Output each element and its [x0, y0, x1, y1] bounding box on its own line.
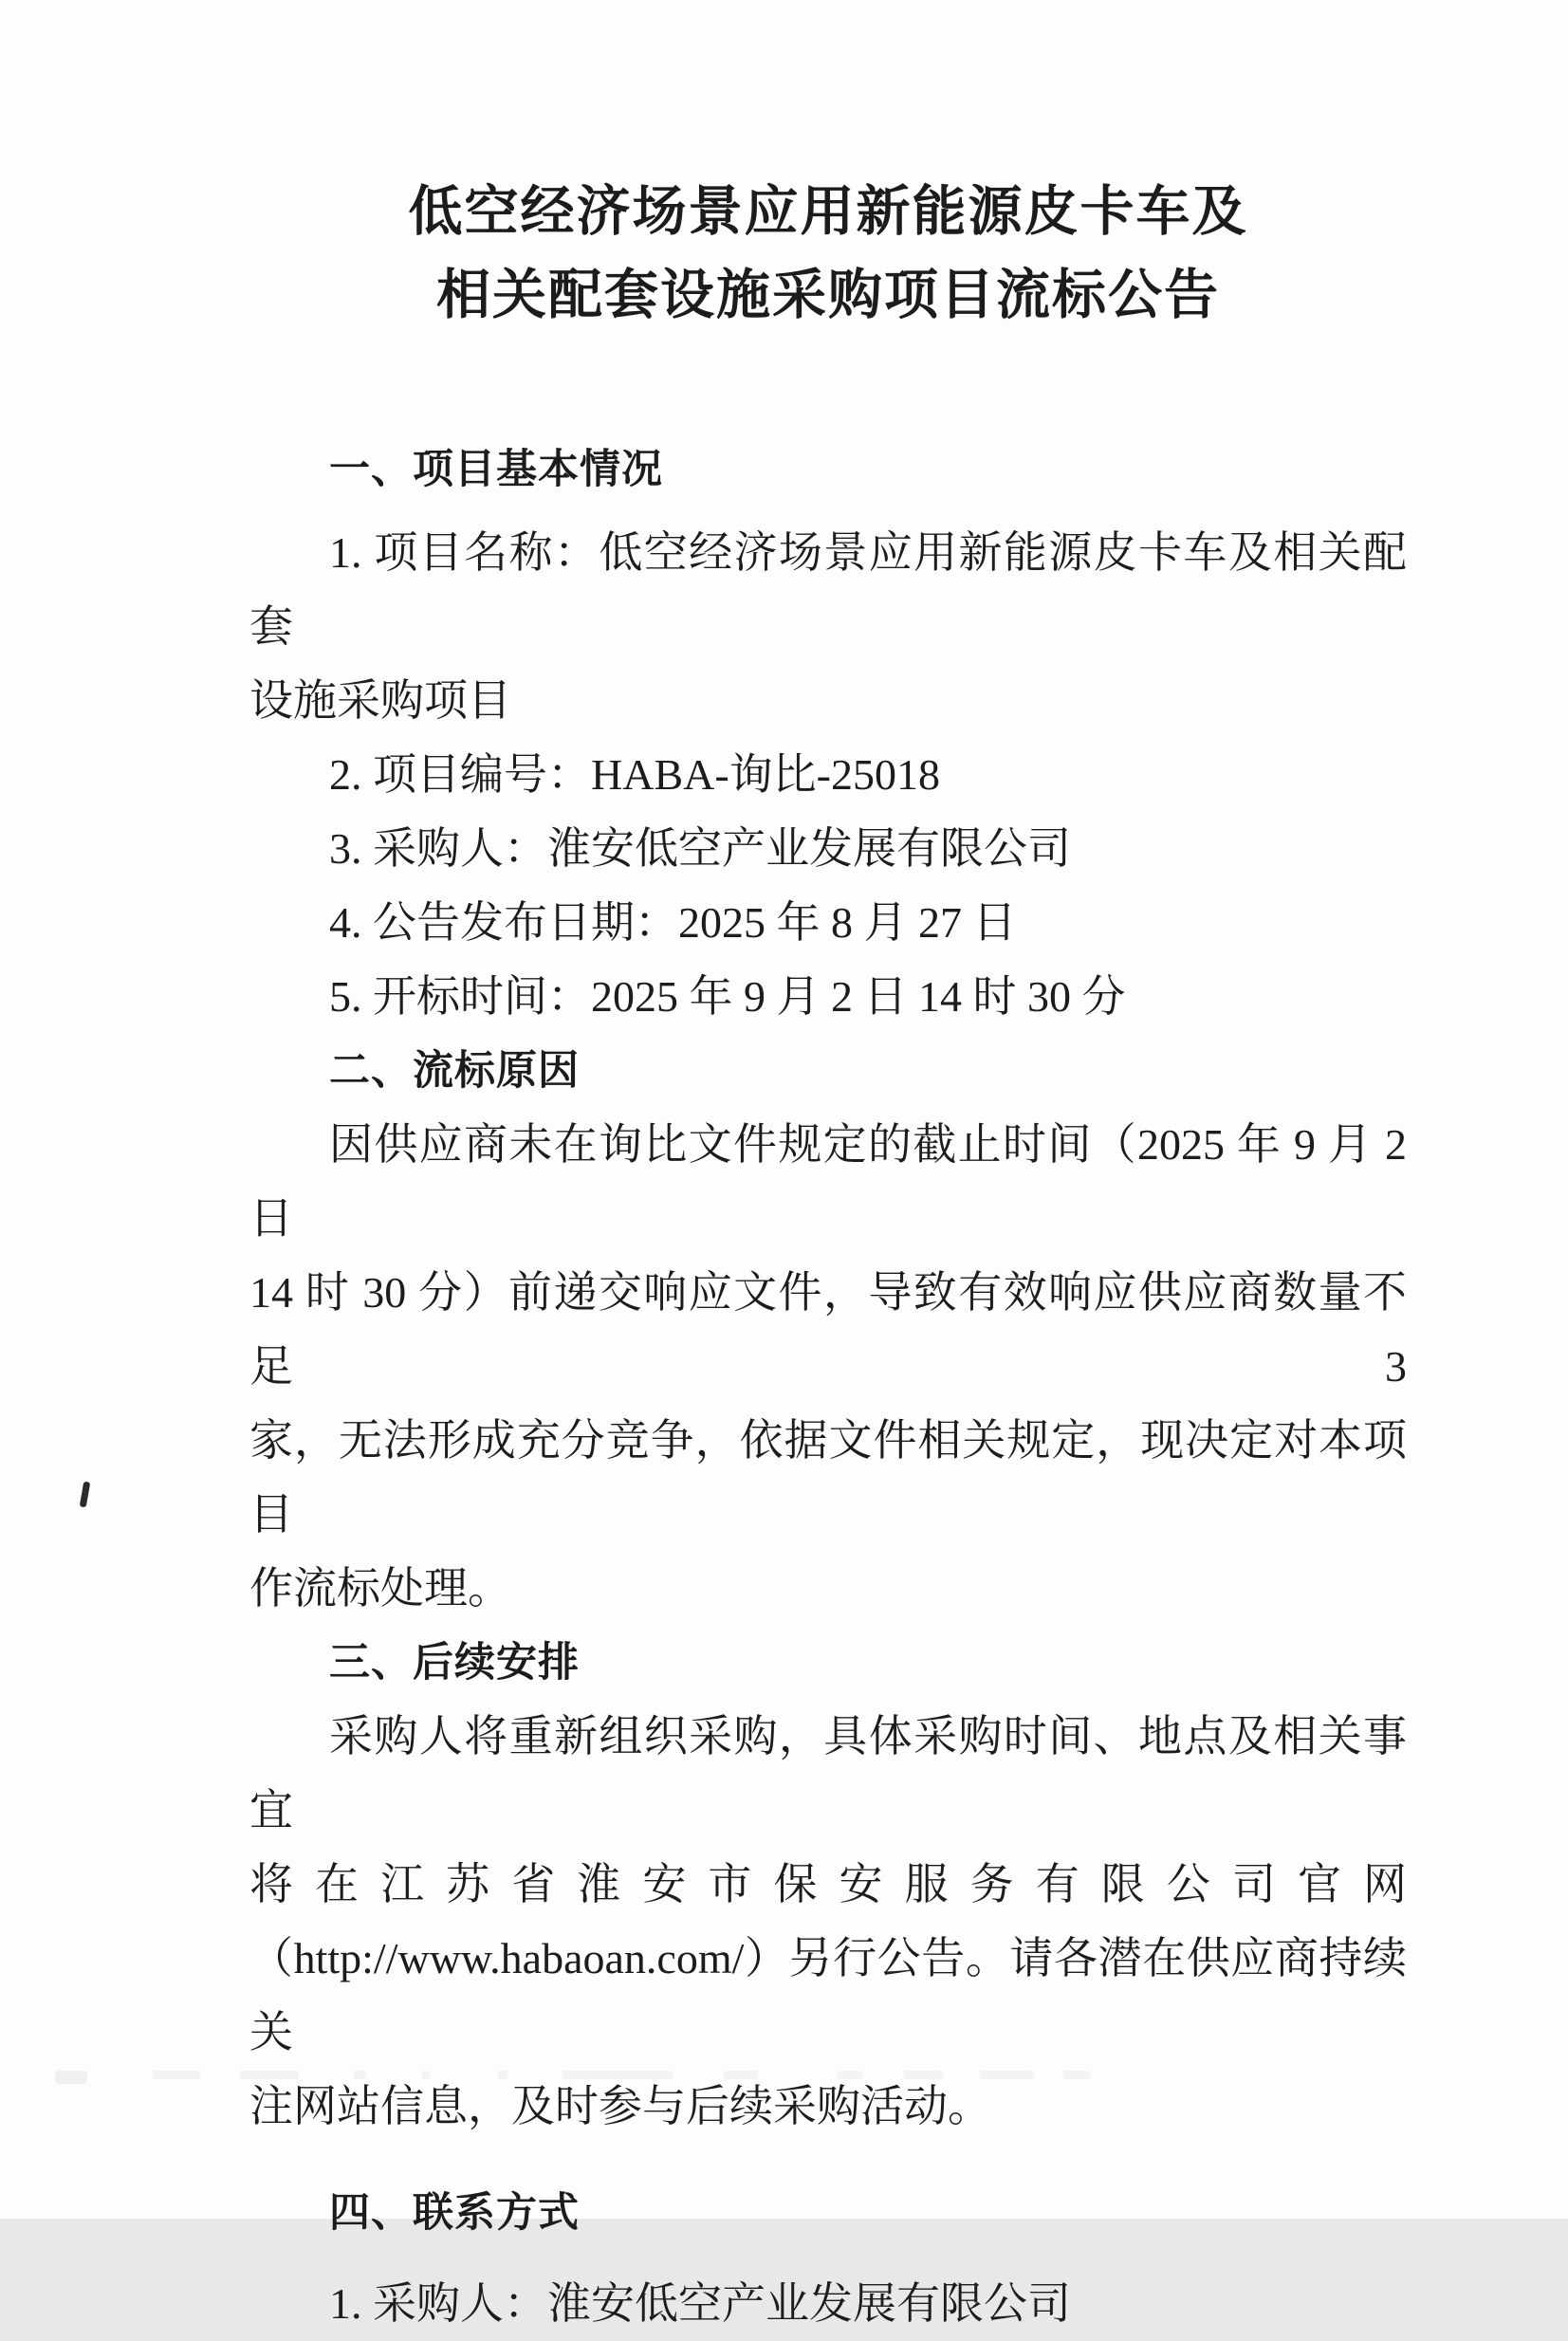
document-content: [249, 0, 1407, 2341]
section-1-bid-opening-time: 5. 开标时间：2025 年 9 月 2 日 14 时 30 分: [329, 972, 1126, 1021]
scan-smudge: [353, 2071, 366, 2079]
section-1-project-number: 2. 项目编号：HABA-询比-25018: [329, 750, 940, 799]
scan-artifact-smudge-row: [0, 2071, 1568, 2082]
section-2-reason-line-2: 14 时 30 分）前递交响应文件，导致有效响应供应商数量不足 3: [249, 1268, 1407, 1391]
scan-smudge: [55, 2071, 87, 2084]
section-1-announce-date: 4. 公告发布日期：2025 年 8 月 27 日: [329, 898, 1017, 947]
document-title: [249, 171, 1407, 338]
title-line-2: 相关配套设施采购项目流标公告: [436, 266, 1220, 325]
section-3-arrangement-line-4: 注网站信息，及时参与后续采购活动。: [249, 2082, 991, 2130]
scan-smudge: [421, 2071, 431, 2079]
section-3-arrangement-line-3-url: （http://www.habaoan.com/）另行公告。请各潜在供应商持续关: [249, 1934, 1407, 2056]
section-1-project-name-line-2: 设施采购项目: [249, 676, 511, 725]
scan-smudge: [562, 2071, 673, 2079]
section-1-project-name-line-1: 1. 项目名称：低空经济场景应用新能源皮卡车及相关配套: [249, 528, 1407, 651]
scan-smudge: [1062, 2071, 1091, 2079]
section-2-reason-line-4: 作流标处理。: [249, 1564, 511, 1613]
scan-smudge: [723, 2071, 759, 2079]
scan-smudge: [979, 2071, 1034, 2079]
scan-smudge: [497, 2071, 508, 2079]
section-3-heading: 三、后续安排: [329, 1640, 580, 1686]
section-1-heading: 一、项目基本情况: [329, 447, 663, 492]
section-2-reason-line-1: 因供应商未在询比文件规定的截止时间（2025 年 9 月 2 日: [249, 1120, 1407, 1243]
section-4-purchaser: 1. 采购人：淮安低空产业发展有限公司: [329, 2279, 1071, 2328]
scan-smudge: [903, 2071, 943, 2079]
section-4-heading: 四、联系方式: [329, 2190, 580, 2236]
section-3-arrangement-line-2-justified: 将在江苏省淮安市保安服务有限公司官网: [249, 1860, 1407, 1908]
scan-smudge: [837, 2071, 863, 2079]
section-2-heading: 二、流标原因: [329, 1048, 580, 1094]
scan-artifact-stray-mark: [80, 1482, 91, 1508]
section-1-purchaser: 3. 采购人：淮安低空产业发展有限公司: [329, 824, 1071, 873]
section-2-reason-line-3: 家，无法形成充分竞争，依据文件相关规定，现决定对本项目: [249, 1416, 1407, 1539]
scan-smudge: [152, 2071, 201, 2079]
title-line-1: 低空经济场景应用新能源皮卡车及: [408, 182, 1248, 242]
scan-smudge: [239, 2071, 300, 2079]
section-3-arrangement-line-1: 采购人将重新组织采购，具体采购时间、地点及相关事宜: [249, 1712, 1407, 1834]
